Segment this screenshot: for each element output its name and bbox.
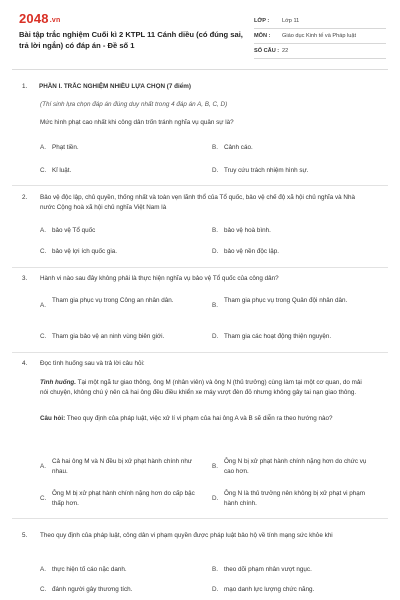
site-logo[interactable] [19, 11, 60, 26]
question-divider [12, 267, 388, 268]
answer-option-d[interactable] [212, 332, 331, 342]
option-text: bảo vệ hoà bình. [224, 227, 271, 234]
option-letter: D. [212, 495, 219, 502]
answer-option-c[interactable] [40, 247, 117, 257]
option-letter: D. [212, 167, 219, 174]
option-text: bảo vệ lợi ích quốc gia. [52, 248, 118, 255]
meta-count-row [254, 44, 386, 59]
option-text: Phạt tiền. [52, 144, 79, 151]
question-text: Mức hình phạt cao nhất khi công dân trốn tránh nghĩa vụ quân sự là? [40, 119, 234, 126]
option-text: thực hiện tố cáo nặc danh. [52, 566, 127, 573]
page-header [0, 0, 400, 64]
meta-subject-row [254, 29, 386, 44]
exam-meta-panel [254, 14, 386, 59]
option-text: Cả hai ông M và N đều bị xử phạt hành chính như nhau. [52, 458, 193, 475]
option-text: theo dõi phạm nhân vượt ngục. [224, 566, 312, 573]
meta-class-row [254, 14, 386, 29]
answer-option-a[interactable] [40, 296, 195, 316]
answer-option-c[interactable] [40, 585, 132, 595]
answer-option-d[interactable] [212, 166, 309, 176]
section-title-text: PHẦN I. TRẮC NGHIỆM NHIỀU LỰA CHỌN (7 điểm) [39, 83, 191, 90]
situation-label: Tình huống. [40, 379, 77, 386]
option-text: Tham gia các hoạt động thiện nguyện. [224, 333, 332, 340]
section-title [22, 82, 191, 92]
option-letter: C. [40, 167, 47, 174]
meta-value: 22 [282, 48, 289, 54]
answer-option-b[interactable] [212, 565, 312, 575]
option-text: Ông M bị xử phạt hành chính nặng hơn do cấp bậc thấp hơn. [52, 490, 195, 507]
page-title: Bài tập trắc nghiệm Cuối kì 2 KTPL 11 Cánh diều (có đúng sai, trả lời ngắn) có đáp án - Đề số 1 [19, 30, 243, 50]
logo-suffix[interactable]: .vn [49, 17, 61, 24]
answer-option-a[interactable] [40, 457, 195, 477]
option-letter: B. [212, 463, 218, 470]
case-question [40, 414, 370, 424]
option-letter: B. [212, 566, 218, 573]
answer-option-d[interactable] [212, 585, 314, 595]
question-text: Theo quy định của pháp luật, công dân vi phạm quyền được pháp luật bảo hộ về tính mạng sức khỏe khi [40, 532, 333, 539]
question-number: 1. [22, 83, 28, 90]
situation-text [40, 378, 370, 398]
option-text: Ông N là thủ trưởng nên không bị xử phạt vi phạm hành chính. [224, 490, 366, 507]
meta-value: Giáo dục Kinh tế và Pháp luật [282, 33, 357, 39]
logo-text[interactable]: 2048 [19, 11, 49, 26]
question-number: 4. [22, 360, 28, 367]
option-letter: A. [40, 302, 46, 309]
answer-option-b[interactable] [212, 457, 367, 477]
question-divider [12, 185, 388, 186]
meta-label: LỚP : [254, 18, 270, 24]
option-letter: B. [212, 227, 218, 234]
option-letter: B. [212, 302, 218, 309]
option-letter: A. [40, 227, 46, 234]
option-letter: C. [40, 586, 47, 593]
question-text: Bảo vệ độc lập, chủ quyền, thống nhất và toàn vẹn lãnh thổ của Tổ quốc, bảo vệ chế độ xã hội chủ nghĩa và Nhà nước Cộng hoà xã hội chủ nghĩa Việt Nam là [40, 194, 355, 211]
header-divider [12, 69, 388, 70]
option-text: bảo vệ nền độc lập. [224, 248, 279, 255]
question-label: Câu hỏi: [40, 415, 66, 422]
section-instruction: (Thí sinh lựa chọn đáp án đúng duy nhất trong 4 đáp án A, B, C, D) [40, 101, 228, 108]
answer-option-c[interactable] [40, 332, 164, 342]
option-text: Ông N bị xử phạt hành chính nặng hơn do chức vụ cao hơn. [224, 458, 367, 475]
option-letter: D. [212, 333, 219, 340]
option-text: đánh người gây thương tích. [52, 586, 133, 593]
answer-option-b[interactable] [212, 226, 271, 236]
option-text: Tham gia phục vụ trong Quân đội nhân dân. [224, 297, 348, 304]
option-text: Tham gia bảo vệ an ninh vùng biên giới. [52, 333, 165, 340]
answer-option-c[interactable] [40, 489, 195, 509]
question-text: Đọc tình huống sau và trả lời câu hỏi: [40, 360, 145, 367]
meta-label: MÔN : [254, 33, 271, 39]
answer-option-a[interactable] [40, 226, 95, 236]
answer-option-a[interactable] [40, 565, 127, 575]
option-letter: A. [40, 463, 46, 470]
option-text: bảo vệ Tổ quốc [52, 227, 96, 234]
option-letter: A. [40, 566, 46, 573]
answer-option-d[interactable] [212, 247, 279, 257]
option-text: Kỉ luật. [52, 167, 72, 174]
question-text: Hành vi nào sau đây không phải là thực hiện nghĩa vụ bảo vệ Tổ quốc của công dân? [40, 275, 279, 282]
meta-label: SỐ CÂU : [254, 48, 280, 54]
meta-value: Lớp 11 [282, 18, 300, 24]
option-letter: C. [40, 333, 47, 340]
option-text: Tham gia phục vụ trong Công an nhân dân. [52, 297, 174, 304]
option-letter: A. [40, 144, 46, 151]
option-letter: D. [212, 586, 219, 593]
option-text: Cảnh cáo. [224, 144, 253, 151]
answer-option-b[interactable] [212, 296, 367, 316]
question-number: 5. [22, 532, 28, 539]
option-letter: B. [212, 144, 218, 151]
question-body: Theo quy định của pháp luật, việc xử lí vi phạm của hai ông A và B sẽ diễn ra theo hướng nào? [65, 415, 333, 422]
option-letter: C. [40, 248, 47, 255]
answer-option-b[interactable] [212, 143, 253, 153]
option-letter: D. [212, 248, 219, 255]
option-text: Truy cứu trách nhiệm hình sự. [224, 167, 309, 174]
question-divider [12, 518, 388, 519]
option-letter: C. [40, 495, 47, 502]
question-divider [12, 352, 388, 353]
question-number: 3. [22, 275, 28, 282]
answer-option-d[interactable] [212, 489, 367, 509]
option-text: mạo danh lực lượng chức năng. [224, 586, 315, 593]
situation-body: Tại một ngã tư giao thông, ông M (nhân viên) và ông N (thủ trưởng) cùng làm tại một cơ quan, do mải nói chuyện, không chú ý nên cả hai ông đều điều khiển xe máy vượt đèn đỏ nhưng không gây tai nạn giao thông. [40, 379, 362, 396]
answer-option-c[interactable] [40, 166, 71, 176]
question-number: 2. [22, 194, 28, 201]
answer-option-a[interactable] [40, 143, 79, 153]
